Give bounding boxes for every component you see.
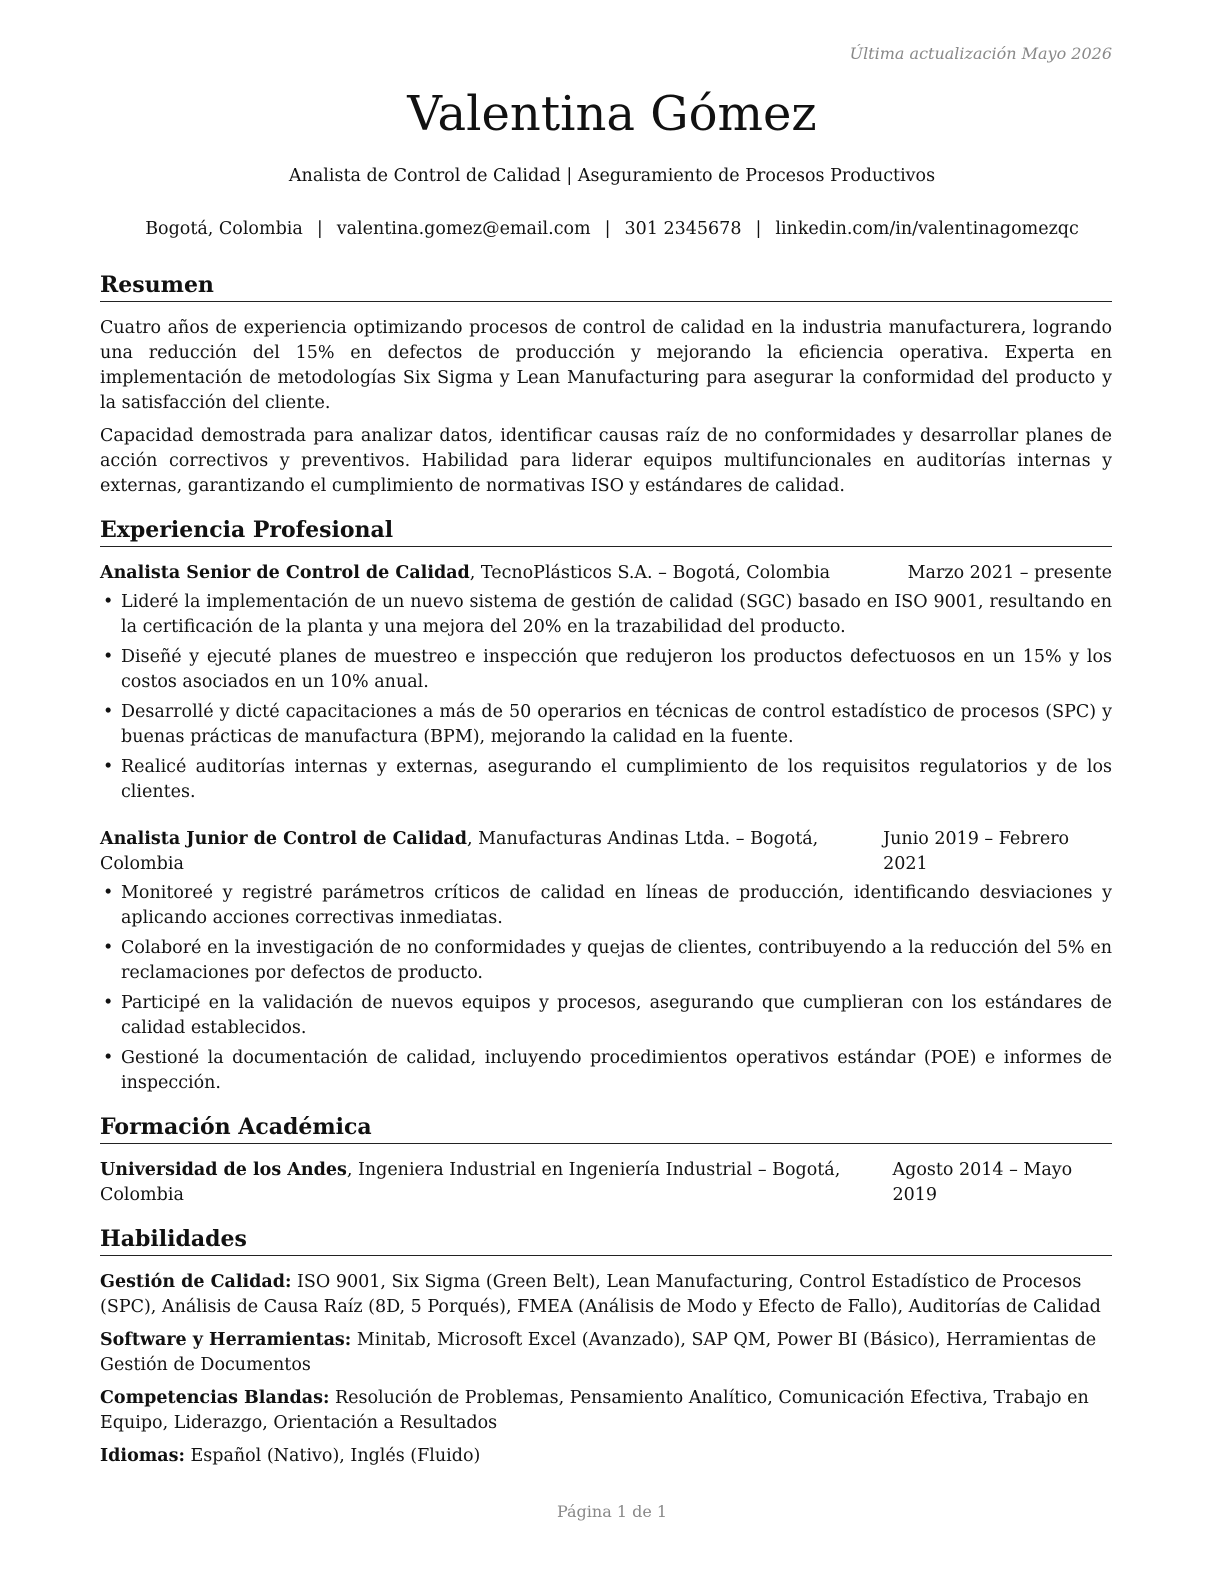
skill-value: Minitab, Microsoft Excel (Avanzado), SAP QM, Power BI (Básico), Herramientas de Gestión de Documentos: [100, 1330, 1097, 1375]
job-company: , Manufacturas Andinas Ltda. – Bogotá, Colombia: [100, 829, 819, 874]
skill-value: Español (Nativo), Inglés (Fluido): [184, 1446, 481, 1466]
job-entry: [100, 827, 1112, 1096]
education-degree: , Ingeniera Industrial en Ingeniería Industrial – Bogotá, Colombia: [100, 1160, 841, 1205]
skill-value: ISO 9001, Six Sigma (Green Belt), Lean Manufacturing, Control Estadístico de Procesos (SPC), Análisis de Causa Raíz (8D, 5 Porqués), FMEA (Análisis de Modo y Efecto de Fallo), Auditorías de Calidad: [100, 1272, 1101, 1317]
job-bullet: • Colaboré en la investigación de no conformidades y quejas de clientes, contribuyendo a la reducción del 5% en reclamaciones por defectos de producto.: [103, 938, 1112, 983]
skills-section: [100, 1224, 1112, 1469]
job-bullet: • Monitoreé y registré parámetros críticos de calidad en líneas de producción, identificando desviaciones y aplicando acciones correctivas inmediatas.: [103, 883, 1112, 928]
job-bullet: • Gestioné la documentación de calidad, incluyendo procedimientos operativos estándar (POE) e informes de inspección.: [103, 1048, 1112, 1093]
tagline: Analista de Control de Calidad | Aseguramiento de Procesos Productivos: [288, 166, 936, 186]
skill-value: Resolución de Problemas, Pensamiento Analítico, Comunicación Efectiva, Trabajo en Equipo, Liderazgo, Orientación a Resultados: [100, 1388, 1089, 1433]
job-entry: [100, 561, 1112, 805]
last-updated: Última actualización Mayo 2026: [849, 44, 1112, 63]
job-dates: Marzo 2021 – presente: [907, 563, 1112, 583]
job-bullet: • Realicé auditorías internas y externas, asegurando el cumplimiento de los requisitos regulatorios y de los clientes.: [103, 757, 1112, 802]
job-bullet: • Diseñé y ejecuté planes de muestreo e inspección que redujeron los productos defectuosos en un 15% y los costos asociados en un 10% anual.: [103, 647, 1112, 692]
contact-email[interactable]: valentina.gomez@email.com: [336, 219, 591, 239]
job-bullet: • Desarrollé y dicté capacitaciones a más de 50 operarios en técnicas de control estadístico de procesos (SPC) y buenas prácticas de manufactura (BPM), mejorando la calidad en la fuente.: [103, 702, 1112, 747]
skill-row: [100, 1444, 1112, 1469]
contact-phone: 301 2345678: [624, 219, 742, 239]
section-title-experience: Experiencia Profesional: [100, 515, 1112, 547]
contact-line: [0, 219, 1224, 239]
summary-paragraph: Capacidad demostrada para analizar datos, identificar causas raíz de no conformidades y desarrollar planes de acción correctivos y preventivos. Habilidad para liderar equipos multifuncionales en auditorías internas y externas, garantizando el cumplimiento de normativas ISO y estándares de calidad.: [100, 426, 1112, 496]
skill-row: [100, 1328, 1112, 1378]
contact-location: Bogotá, Colombia: [145, 219, 303, 239]
skill-label: Gestión de Calidad:: [100, 1272, 292, 1292]
skill-label: Idiomas:: [100, 1446, 185, 1466]
job-company: , TecnoPlásticos S.A. – Bogotá, Colombia: [469, 563, 831, 583]
resume-content: [100, 270, 1112, 1469]
skill-row: [100, 1270, 1112, 1320]
summary-section: [100, 270, 1112, 499]
candidate-name: Valentina Gómez: [407, 86, 817, 142]
section-title-skills: Habilidades: [100, 1224, 1112, 1256]
summary-paragraph: Cuatro años de experiencia optimizando procesos de control de calidad en la industria manufacturera, logrando una reducción del 15% en defectos de producción y mejorando la eficiencia operativa. Experta en implementación de metodologías Six Sigma y Lean Manufacturing para asegurar la conformidad del producto y la satisfacción del cliente.: [100, 318, 1112, 413]
contact-linkedin[interactable]: linkedin.com/in/valentinagomezqc: [775, 219, 1079, 239]
skill-row: [100, 1386, 1112, 1436]
experience-section: [100, 515, 1112, 1096]
education-school: Universidad de los Andes: [100, 1160, 347, 1180]
education-entry: [100, 1158, 1112, 1208]
separator: |: [755, 219, 762, 239]
job-bullet: • Participé en la validación de nuevos equipos y procesos, asegurando que cumplieran con los estándares de calidad establecidos.: [103, 993, 1112, 1038]
job-role: Analista Senior de Control de Calidad: [100, 563, 470, 583]
section-title-summary: Resumen: [100, 270, 1112, 302]
education-dates: Agosto 2014 – Mayo 2019: [892, 1160, 1073, 1205]
skill-label: Competencias Blandas:: [100, 1388, 330, 1408]
job-dates: Junio 2019 – Febrero 2021: [883, 829, 1070, 874]
page-number: Página 1 de 1: [556, 1502, 668, 1521]
skill-label: Software y Herramientas:: [100, 1330, 352, 1350]
education-section: [100, 1112, 1112, 1208]
section-title-education: Formación Académica: [100, 1112, 1112, 1144]
separator: |: [604, 219, 611, 239]
separator: |: [316, 219, 323, 239]
job-bullet: • Lideré la implementación de un nuevo sistema de gestión de calidad (SGC) basado en ISO 9001, resultando en la certificación de la planta y una mejora del 20% en la trazabilidad del producto.: [103, 592, 1112, 637]
job-role: Analista Junior de Control de Calidad: [100, 829, 468, 849]
